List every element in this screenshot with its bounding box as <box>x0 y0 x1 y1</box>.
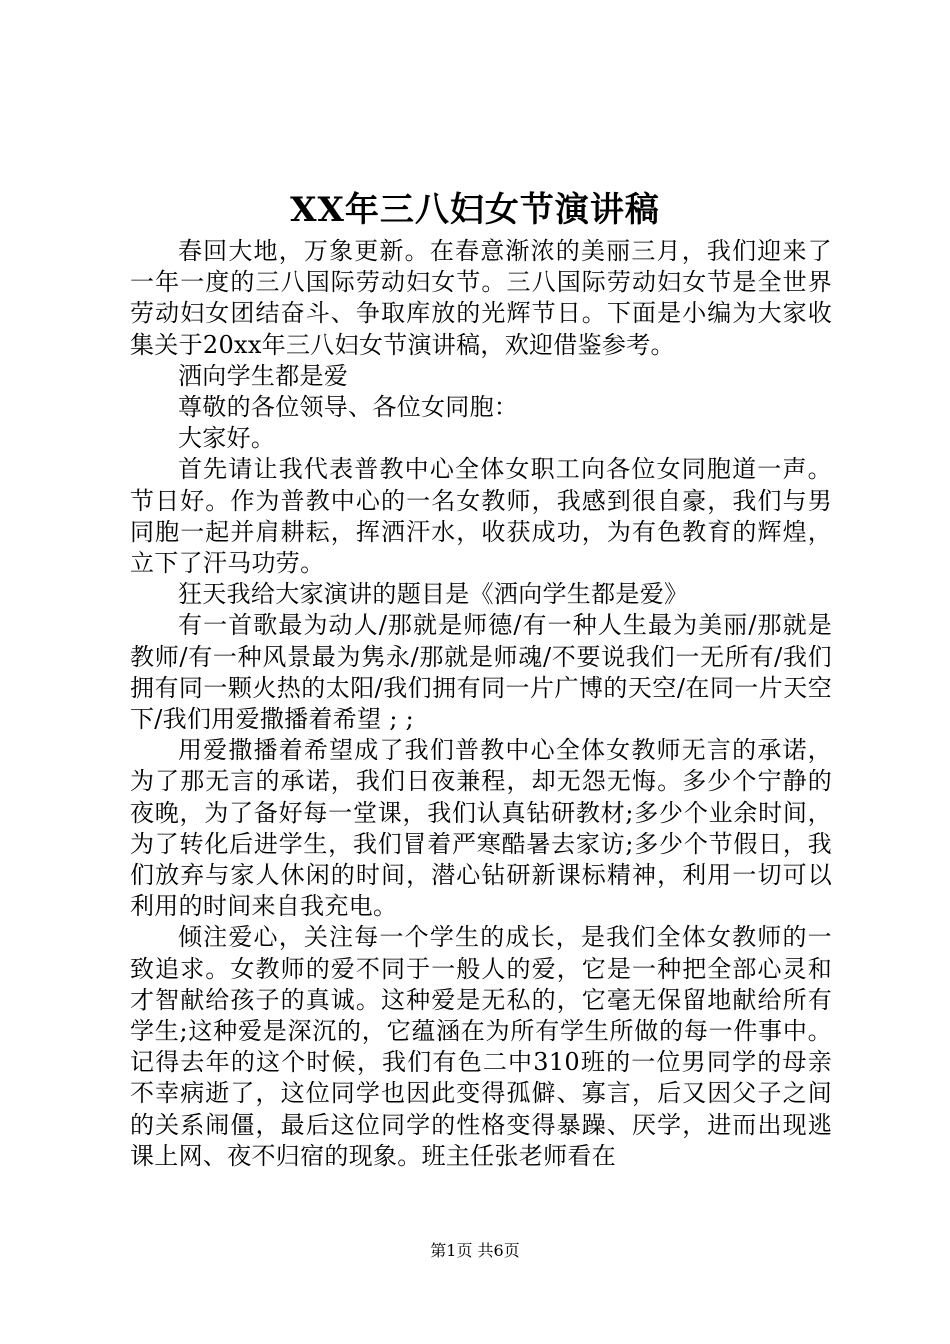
document-body <box>130 236 832 1172</box>
salutation: 尊敬的各位领导、各位女同胞： <box>178 393 519 422</box>
greeting: 大家好。 <box>178 424 276 453</box>
poem-paragraph: 有一首歌最为动人/那就是师德/有一种人生最为美丽/那就是教师/有一种风景最为隽永/那就是师魂/不要说我们一无所有/我们拥有同一颗火热的太阳/我们拥有同一片广博的天空/在同一片天空下/我们用爱撒播着希望 ; ; <box>130 611 832 734</box>
body-paragraph: 倾注爱心，关注每一个学生的成长，是我们全体女教师的一致追求。女教师的爱不同于一般人的爱，它是一种把全部心灵和才智献给孩子的真诚。这种爱是无私的，它毫无保留地献给所有学生;这种爱是深沉的，它蕴涵在为所有学生所做的每一件事中。记得去年的这个时候，我们有色二中310班的一位男同学的母亲不幸病逝了，这位同学也因此变得孤僻、寡言，后又因父子之间的关系闹僵，最后这位同学的性格变得暴躁、厌学，进而出现逃课上网、夜不归宿的现象。班主任张老师看在 <box>130 923 832 1170</box>
intro-paragraph: 春回大地，万象更新。在春意渐浓的美丽三月，我们迎来了一年一度的三八国际劳动妇女节。三八国际劳动妇女节是全世界劳动妇女团结奋斗、争取库放的光辉节日。下面是小编为大家收集关于20xx年三八妇女节演讲稿，欢迎借鉴参考。 <box>130 237 832 359</box>
body-paragraph: 首先请让我代表普教中心全体女职工向各位女同胞道一声。节日好。作为普教中心的一名女教师，我感到很自豪，我们与男同胞一起并肩耕耘，挥洒汗水，收获成功，为有色教育的辉煌，立下了汗马功劳。 <box>130 455 832 578</box>
topic-line: 狂天我给大家演讲的题目是《洒向学生都是爱》 <box>178 580 689 609</box>
body-paragraph: 用爱撒播着希望成了我们普教中心全体女教师无言的承诺，为了那无言的承诺，我们日夜兼程，却无怨无悔。多少个宁静的夜晚，为了备好每一堂课，我们认真钻研教材;多少个业余时间，为了转化后进学生，我们冒着严寒酷暑去家访;多少个节假日，我们放弃与家人休闲的时间，潜心钻研新课标精神，利用一切可以利用的时间来自我充电。 <box>130 736 832 921</box>
document-title: XX年三八妇女节演讲稿 <box>290 190 660 230</box>
speech-subtitle: 洒向学生都是爱 <box>178 361 349 390</box>
page-number-footer: 第1页 共6页 <box>430 1241 520 1260</box>
